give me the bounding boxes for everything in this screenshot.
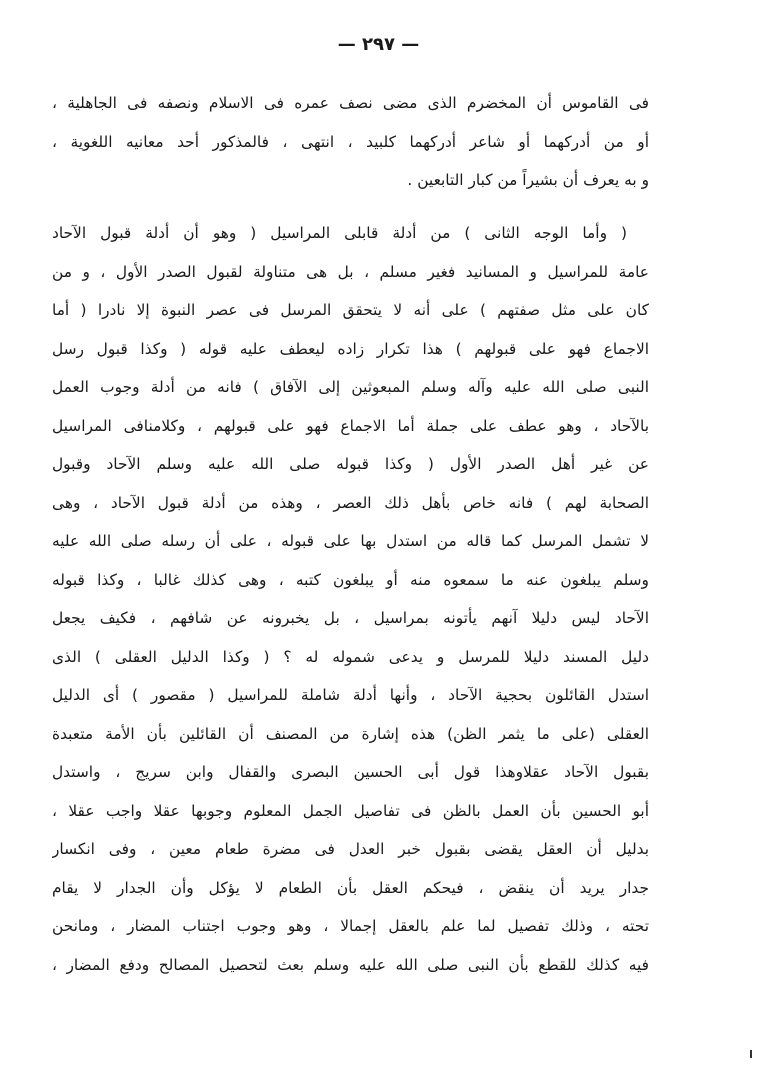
text-line: فيه كذلك للقطع بأن النبى صلى الله عليه وسلم بعث لتحصيل المصالح ودفع المضار ، [52,955,649,974]
text-line: عن غير أهل الصدر الأول ( وكذا قبوله صلى الله عليه وسلم الآحاد وقبول [52,455,649,473]
paragraph-2 [52,214,649,984]
text-line: الاجماع فهو على قبولهم ) هذا تكرار زاده ليعطف عليه قوله ( وكذا قبول رسل [52,339,649,358]
text-line: وسلم يبلغون عنه ما سمعوه منه أو يبلغون كتبه ، وهى كذلك غالبا ، وكذا قبوله [52,570,649,589]
text-line: عامة للمراسيل و المسانيد فغير مسلم ، بل هى متناولة لقبول الصدر الأول ، و من [52,262,649,281]
text-line: الآحاد ليس دليلا آنهم يأتونه بمراسيل ، بل يخبرونه عن شافهم ، فكيف يجعل [52,609,649,627]
text-line: بالآحاد ، وهو عطف على جملة أما الاجماع فهو على قبولهم ، وكلامنافى المراسيل [52,416,649,435]
page-number: — ٢٩٧ — [337,34,420,55]
text-line: بقبول الآحاد عقلاوهذا قول أبى الحسين البصرى والقفال وابن سريج ، واستدل [52,763,649,781]
text-line: بدليل أن العقل يقضى بقبول خبر العدل فى مضرة طعام معين ، وفى انكسار [52,840,649,858]
text-line: النبى صلى الله عليه وآله وسلم المبعوثين إلى الآفاق ) فانه من أدلة وجوب العمل [52,378,649,396]
text-line: استدل القائلون بحجية الآحاد ، وأنها أدلة شاملة للمراسيل ( مقصور ) أى الدليل [52,686,649,704]
text-line: و به يعرف أن بشيراً من كبار التابعين . [407,171,649,189]
text-line: فى القاموس أن المخضرم الذى مضى نصف عمره فى الاسلام ونصفه فى الجاهلية ، [52,94,649,112]
text-line: تحته ، وذلك تفصيل لما علم بالعقل إجمالا ، وهو وجوب اجتناب المضار ، ومانحن [52,917,649,935]
text-line: كان على مثل صفتهم ) على أنه لا يتحقق المرسل فى عصر النبوة إلا نادرا ( أما [52,301,649,319]
text-line: لا تشمل المرسل كما قاله من استدل بها على قبوله ، على أن رسله صلى الله عليه [52,532,649,550]
text-line: الصحابة لهم ) فانه خاص بأهل ذلك العصر ، وهذه من أدلة قبول الآحاد ، وهى [52,493,649,512]
text-line: جدار يريد أن ينقض ، فيحكم العقل بأن الطعام لا يؤكل وأن الجدار لا يقام [52,878,649,897]
text-line: أبو الحسين بأن العمل بالظن فى تفاصيل الجمل المعلوم وجوبها عقلا واجب عقلا ، [52,801,649,820]
paragraph-1 [52,84,649,200]
text-line: ( وأما الوجه الثانى ) من أدلة قابلى المراسيل ( وهو أن أدلة قبول الآحاد [52,224,627,242]
scan-margin-mark [750,1050,752,1058]
text-line: دليل المسند دليلا للمرسل و يدعى شموله له ؟ ( وكذا الدليل العقلى ) الذى [52,647,649,666]
text-line: العقلى (على ما يثمر الظن) هذه إشارة من المصنف أن القائلين بأن الأمة متعبدة [52,724,649,743]
text-line: أو من أدركهما أو شاعر أدركهما كلبيد ، انتهى ، فالمذكور أحد معانيه اللغوية ، [52,132,649,151]
